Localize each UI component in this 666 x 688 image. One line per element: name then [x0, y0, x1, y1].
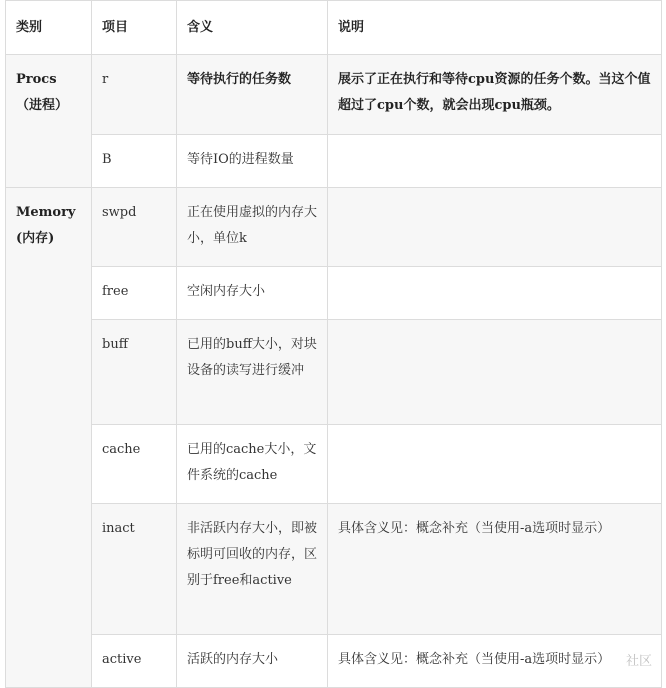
meaning-cell: 等待IO的进程数量 [177, 135, 328, 188]
header-item: 项目 [92, 1, 177, 55]
note-cell: 展示了正在执行和等待cpu资源的任务个数。当这个值超过了cpu个数，就会出现cpu瓶颈。 [328, 55, 662, 135]
meaning-cell: 活跃的内存大小 [177, 635, 328, 688]
table-row [6, 55, 662, 135]
item-cell: cache [92, 425, 177, 504]
note-cell: 具体含义见：概念补充（当使用-a选项时显示） [328, 635, 662, 688]
category-procs-label: （进程） [16, 98, 69, 113]
header-row [6, 1, 662, 55]
watermark: 社区 [625, 654, 652, 669]
table-row [6, 635, 662, 688]
note-cell [328, 135, 662, 188]
category-memory [6, 188, 92, 688]
item-cell: swpd [92, 188, 177, 267]
meaning-cell: 已用的cache大小，文件系统的cache [177, 425, 328, 504]
item-cell: r [92, 55, 177, 135]
table-row [6, 504, 662, 635]
note-cell [328, 320, 662, 425]
item-cell: inact [92, 504, 177, 635]
table-row [6, 425, 662, 504]
meaning-cell: 已用的buff大小，对块设备的读写进行缓冲 [177, 320, 328, 425]
note-cell: 具体含义见：概念补充（当使用-a选项时显示） [328, 504, 662, 635]
table-row [6, 188, 662, 267]
note-cell [328, 267, 662, 320]
table-row [6, 135, 662, 188]
header-category: 类别 [6, 1, 92, 55]
category-procs-name: Procs [16, 72, 57, 87]
meaning-cell: 非活跃内存大小，即被标明可回收的内存，区别于free和active [177, 504, 328, 635]
item-cell: B [92, 135, 177, 188]
note-cell [328, 425, 662, 504]
header-meaning: 含义 [177, 1, 328, 55]
meaning-cell: 空闲内存大小 [177, 267, 328, 320]
item-cell: free [92, 267, 177, 320]
table-row [6, 320, 662, 425]
header-note: 说明 [328, 1, 662, 55]
category-memory-name: Memory [16, 205, 76, 220]
meaning-cell: 正在使用虚拟的内存大小，单位k [177, 188, 328, 267]
vmstat-fields-table [5, 0, 662, 688]
meaning-cell: 等待执行的任务数 [177, 55, 328, 135]
category-memory-label: (内存) [16, 231, 55, 246]
note-cell [328, 188, 662, 267]
item-cell: active [92, 635, 177, 688]
item-cell: buff [92, 320, 177, 425]
category-procs [6, 55, 92, 188]
table-row [6, 267, 662, 320]
